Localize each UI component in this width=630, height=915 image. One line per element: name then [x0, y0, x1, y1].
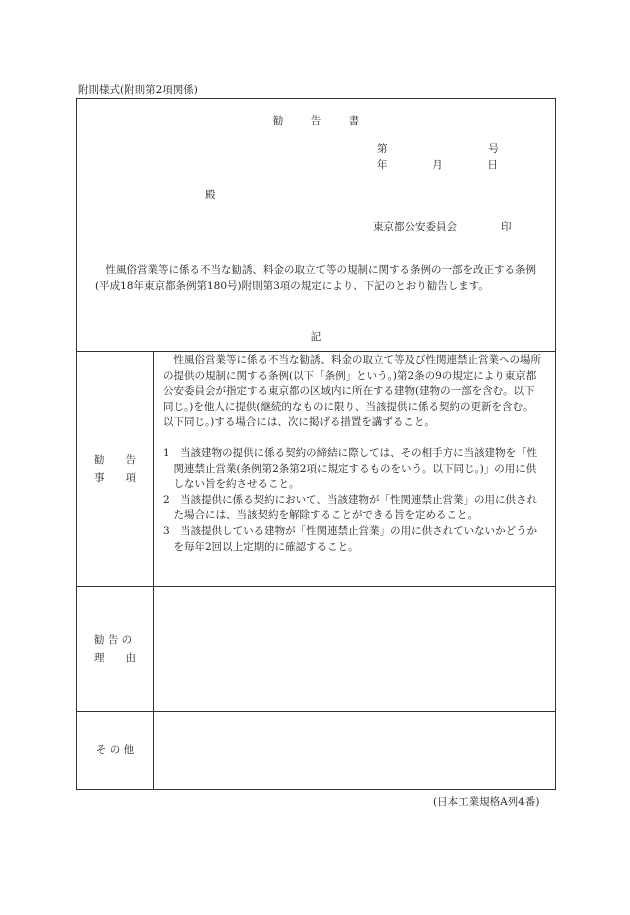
title-char: 告	[310, 115, 322, 127]
addressee: 殿	[205, 189, 216, 201]
document-date: 年 月 日	[377, 159, 498, 171]
recommendation-intro: 性風俗営業等に係る不当な勧誘、料金の取立て等及び性関連禁止営業への場所の提供の規制に関する条例(以下「条例」という。)第2条の9の規定により東京都公安委員会が指定する東京都の区域内に所在する建物(建物の一部を含む。以下同じ。)を他人に提供(継続的なものに限り、当該提供に係る契約の更新を含む。以下同じ。)する場合には、次に掲げる措置を講ずること。	[163, 354, 541, 429]
column-divider	[153, 351, 154, 789]
reason-label: 勧 告 の 理 由	[94, 633, 136, 664]
recommendation-content	[163, 353, 541, 555]
reason-field[interactable]	[163, 586, 541, 711]
form-label: 附則様式(附則第2項関係)	[78, 84, 198, 96]
document-title	[77, 113, 555, 128]
other-field[interactable]	[163, 711, 541, 789]
recommendation-form	[76, 98, 556, 790]
issuer: 東京都公安委員会	[373, 221, 457, 233]
ki-heading: 記	[310, 331, 322, 343]
recommendation-item-2: 2 当該提供に係る契約において、当該建物が「性関連禁止営業」の用に供された場合には、当該契約を解除することができる旨を定めること。	[163, 493, 537, 522]
other-label: そ の 他	[95, 744, 135, 756]
recommendation-label: 勧 告 事 項	[94, 453, 136, 484]
seal-mark: 印	[501, 221, 512, 233]
title-char: 勧	[272, 115, 284, 127]
recommendation-item-1: 1 当該建物の提供に係る契約の締結に際しては、その相手方に当該建物を「性関連禁止営業(条例第2条第2項に規定するものをいう。以下同じ。)」の用に供しない旨を約させること。	[163, 446, 538, 491]
recommendation-item-3: 3 当該提供している建物が「性関連禁止営業」の用に供されていないかどうかを毎年2回以上定期的に確認すること。	[163, 524, 538, 553]
body-text: 性風俗営業等に係る不当な勧誘、料金の取立て等の規制に関する条例の一部を改正する条例(平成18年東京都条例第180号)附則第3項の規定により、下記のとおり勧告します。	[95, 264, 536, 292]
title-char: 書	[348, 115, 360, 127]
paper-size-note: (日本工業規格A列4番)	[433, 796, 540, 808]
document-number: 第 号	[377, 143, 499, 155]
